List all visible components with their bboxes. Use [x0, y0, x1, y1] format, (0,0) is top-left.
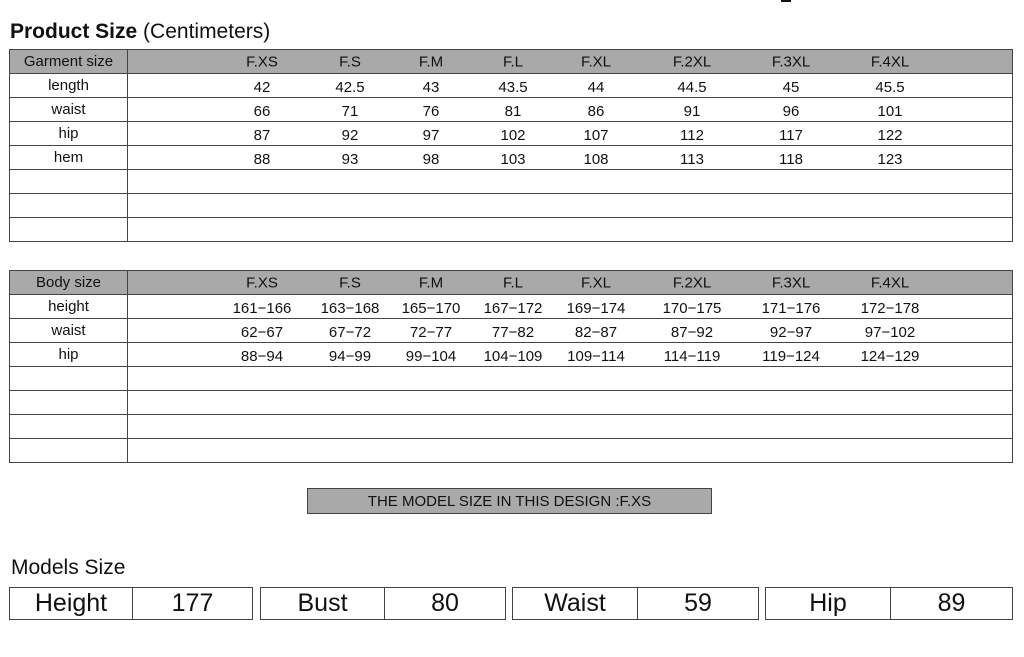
row-label: length: [10, 74, 128, 98]
table-cell: F.4XL: [870, 53, 910, 70]
body-header-row: [10, 271, 1013, 295]
table-row: [10, 295, 1013, 319]
body-header-label: Body size: [10, 271, 128, 295]
table-cell: 76: [422, 102, 440, 120]
table-cell: F.M: [418, 53, 444, 70]
row-label: hem: [10, 146, 128, 170]
table-cell: 87−92: [670, 323, 714, 341]
table-cell: 109−114: [567, 347, 625, 365]
table-cell: 172−178: [860, 299, 920, 317]
table-cell: 104−109: [483, 347, 543, 365]
table-cell: 102: [500, 126, 526, 144]
table-cell: 118: [779, 150, 803, 168]
model-waist-value: 59: [637, 587, 759, 620]
garment-header-label: Garment size: [10, 50, 128, 74]
table-cell: 93: [341, 150, 359, 168]
table-cell: 171−176: [761, 299, 821, 317]
table-row: [10, 122, 1013, 146]
page-title: [10, 20, 270, 44]
garment-size-table: [9, 49, 1013, 242]
table-cell: F.L: [502, 53, 524, 70]
table-cell: 92: [341, 126, 359, 144]
table-cell: 103: [500, 150, 526, 168]
model-height-value: 177: [132, 587, 253, 620]
table-cell: 97−102: [864, 323, 916, 341]
table-cell: F.XS: [246, 274, 278, 291]
table-cell: 124−129: [860, 347, 920, 365]
table-cell: 94−99: [328, 347, 372, 365]
table-cell: F.S: [339, 274, 361, 291]
table-cell: 67−72: [328, 323, 372, 341]
table-cell: 107: [583, 126, 609, 144]
table-cell: F.3XL: [771, 53, 811, 70]
row-label: waist: [10, 98, 128, 122]
model-waist-label: Waist: [512, 587, 638, 620]
table-cell: 62−67: [240, 323, 284, 341]
row-label: hip: [10, 343, 128, 367]
models-size-title: Models Size: [11, 556, 126, 579]
table-cell: 45.5: [875, 78, 905, 96]
empty-row: [10, 367, 1013, 391]
table-cell: F.XL: [580, 274, 612, 291]
title-main: Product Size: [10, 20, 138, 43]
table-row: [10, 319, 1013, 343]
table-cell: 43.5: [498, 78, 528, 96]
table-cell: 99−104: [405, 347, 457, 365]
table-cell: 72−77: [409, 323, 453, 341]
table-cell: 45: [782, 78, 800, 96]
table-cell: 163−168: [320, 299, 380, 317]
table-cell: 81: [504, 102, 522, 120]
table-cell: 71: [341, 102, 359, 120]
table-row: [10, 74, 1013, 98]
table-cell: 44: [587, 78, 605, 96]
table-cell: F.2XL: [672, 53, 712, 70]
table-cell: F.M: [418, 274, 444, 291]
table-cell: 98: [422, 150, 440, 168]
table-cell: 113: [680, 150, 704, 168]
table-cell: 92−97: [769, 323, 813, 341]
table-cell: 114−119: [663, 347, 721, 365]
row-values: [128, 343, 1013, 367]
row-values: [128, 146, 1013, 170]
table-cell: 165−170: [401, 299, 461, 317]
table-cell: F.4XL: [870, 274, 910, 291]
table-row: [10, 343, 1013, 367]
garment-size-headers: [128, 50, 1013, 74]
table-cell: 161−166: [232, 299, 292, 317]
row-values: [128, 98, 1013, 122]
empty-row: [10, 391, 1013, 415]
table-cell: 108: [583, 150, 609, 168]
table-cell: 87: [253, 126, 271, 144]
garment-header-row: [10, 50, 1013, 74]
table-cell: F.2XL: [672, 274, 712, 291]
table-cell: 170−175: [662, 299, 722, 317]
empty-row: [10, 194, 1013, 218]
model-bust-label: Bust: [260, 587, 385, 620]
top-mark: [781, 0, 791, 2]
table-cell: 112: [680, 126, 704, 144]
table-cell: 91: [683, 102, 701, 120]
table-cell: 43: [422, 78, 440, 96]
table-row: [10, 146, 1013, 170]
table-cell: 86: [587, 102, 605, 120]
row-values: [128, 319, 1013, 343]
empty-row: [10, 170, 1013, 194]
row-label: waist: [10, 319, 128, 343]
model-size-note: THE MODEL SIZE IN THIS DESIGN :F.XS: [307, 488, 712, 514]
table-cell: 117: [779, 126, 803, 144]
table-cell: 77−82: [491, 323, 535, 341]
body-size-headers: [128, 271, 1013, 295]
table-cell: 82−87: [574, 323, 618, 341]
table-cell: 42: [253, 78, 271, 96]
table-row: [10, 98, 1013, 122]
model-hip-label: Hip: [765, 587, 891, 620]
table-cell: 42.5: [335, 78, 365, 96]
table-cell: 88−94: [240, 347, 284, 365]
table-cell: 169−174: [566, 299, 626, 317]
row-values: [128, 74, 1013, 98]
empty-row: [10, 439, 1013, 463]
table-cell: 88: [253, 150, 271, 168]
table-cell: F.XS: [246, 53, 278, 70]
table-cell: 167−172: [483, 299, 543, 317]
row-label: hip: [10, 122, 128, 146]
body-size-table: [9, 270, 1013, 463]
model-bust-value: 80: [384, 587, 506, 620]
model-height-label: Height: [9, 587, 133, 620]
model-hip-value: 89: [890, 587, 1013, 620]
table-cell: 122: [877, 126, 903, 144]
table-cell: 119−124: [762, 347, 820, 365]
table-cell: F.S: [339, 53, 361, 70]
row-values: [128, 295, 1013, 319]
table-cell: 66: [253, 102, 271, 120]
row-values: [128, 122, 1013, 146]
table-cell: F.3XL: [771, 274, 811, 291]
table-cell: 101: [877, 102, 903, 120]
table-cell: 44.5: [677, 78, 707, 96]
empty-row: [10, 415, 1013, 439]
empty-row: [10, 218, 1013, 242]
table-cell: 97: [422, 126, 440, 144]
table-cell: F.L: [502, 274, 524, 291]
table-cell: F.XL: [580, 53, 612, 70]
row-label: height: [10, 295, 128, 319]
title-unit: (Centimeters): [143, 20, 271, 43]
table-cell: 123: [877, 150, 903, 168]
table-cell: 96: [782, 102, 800, 120]
